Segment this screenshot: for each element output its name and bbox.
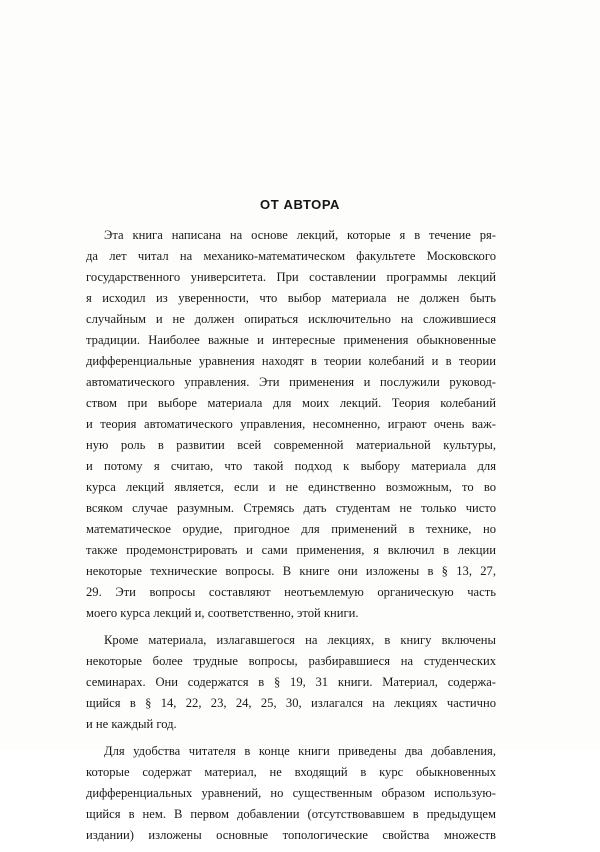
text-line: моего курса лекций и, соответственно, этой книги. <box>86 606 359 620</box>
text-line: автоматического управления. Эти применения и послужили руковод- <box>86 375 496 389</box>
text-line: ную роль в развитии всей современной материальной культуры, <box>86 438 496 452</box>
text-line: и не каждый год. <box>86 717 177 731</box>
paragraph-1 <box>86 225 496 624</box>
text-line: случайным и не должен опираться исключительно на сложившиеся <box>86 312 496 326</box>
text-line: некоторые более трудные вопросы, разбиравшиеся на студенческих <box>86 654 496 668</box>
text-line: щийся в § 14, 22, 23, 24, 25, 30, излагался на лекциях частично <box>86 696 496 710</box>
body-text <box>86 225 496 852</box>
text-line: традиции. Наиболее важные и интересные применения обыкновенные <box>86 333 496 347</box>
text-line: также продемонстрировать и сами применения, я включил в лекции <box>86 543 496 557</box>
text-line: ством при выборе материала для моих лекций. Теория колебаний <box>86 396 496 410</box>
text-line: я исходил из уверенности, что выбор материала не должен быть <box>86 291 496 305</box>
text-line: дифференциальные уравнения находят в теории колебаний и в теории <box>86 354 496 368</box>
text-line: и потому я считаю, что такой подход к выбору материала для <box>86 459 496 473</box>
paragraph-2 <box>86 630 496 735</box>
page-title: ОТ АВТОРА <box>260 197 340 212</box>
text-line: 29. Эти вопросы составляют неотъемлемую органическую часть <box>86 585 496 599</box>
text-line: издании) изложены основные топологические свойства множеств <box>86 828 496 842</box>
text-line: семинарах. Они содержатся в § 19, 31 книги. Материал, содержа- <box>86 675 496 689</box>
text-line: и теория автоматического управления, несомненно, играют очень важ- <box>86 417 496 431</box>
text-line: да лет читал на механико-математическом факультете Московского <box>86 249 496 263</box>
text-line: щийся в нем. В первом добавлении (отсутствовавшем в предыдущем <box>86 807 496 821</box>
text-line: дифференциальных уравнений, но существенным образом использую- <box>86 786 496 800</box>
text-line: курса лекций является, если и не единственно возможным, то во <box>86 480 496 494</box>
text-line: государственного университета. При составлении программы лекций <box>86 270 496 284</box>
text-line: которые содержат материал, не входящий в курс обыкновенных <box>86 765 496 779</box>
text-line: Для удобства читателя в конце книги приведены два добавления, <box>104 744 496 758</box>
text-line: Кроме материала, излагавшегося на лекциях, в книгу включены <box>104 633 496 647</box>
text-line: Эта книга написана на основе лекций, которые я в течение ря- <box>104 228 496 242</box>
paragraph-3 <box>86 741 496 846</box>
text-line: некоторые технические вопросы. В книге они изложены в § 13, 27, <box>86 564 496 578</box>
text-line: математическое орудие, пригодное для применений в технике, но <box>86 522 496 536</box>
text-line: всяком случае разумным. Стремясь дать студентам не только чисто <box>86 501 496 515</box>
